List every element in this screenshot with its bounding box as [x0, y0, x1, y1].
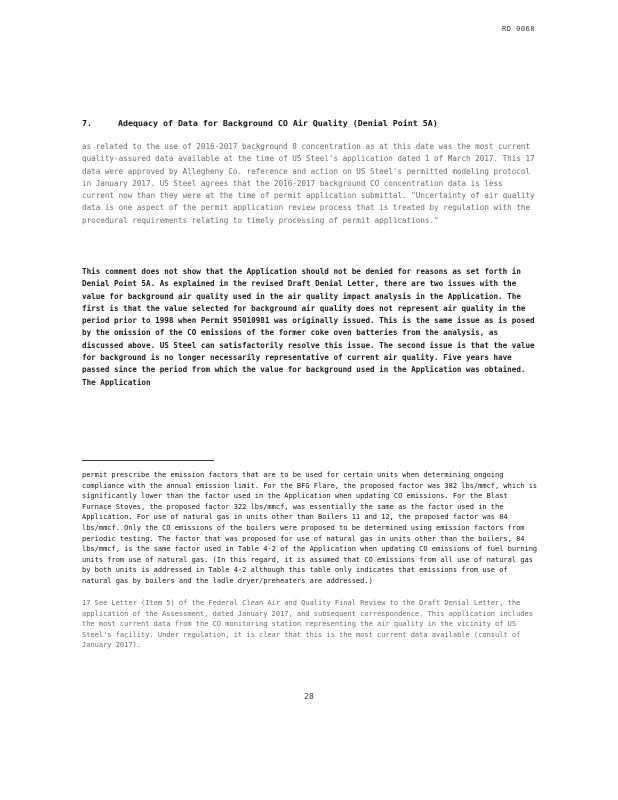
quoted-paragraph: as related to the use of 2016-2017 background 8 concentration as at this date was the most current quality-assured data available at the time of US Steel's application dated 1 of March 2017. This 17 data were approved by Allegheny Co. reference and action on US Steel's permitted modeling protocol in January 2017. US Steel agrees that the 2016-2017 background CO concentration data is less current now than they were at the time of permit application submittal. "Uncertainty of air quality data is one aspect of the permit application review process that is treated by regulation with the procedural requirements relating to timely processing of permit applications."	[82, 142, 535, 225]
body-paragraph: This comment does not show that the Application should not be denied for reasons as set forth in Denial Point 5A. As explained in the revised Draft Denial Letter, there are two issues with the value for background air quality used in the air quality impact analysis in the Application. The first is that the value selected for background air quality does not represent air quality in the period prior to 1998 when Permit 95010981 was originally issued. This is the same issue as is posed by the omission of the CO emissions of the former coke oven batteries from the analysis, as discussed above. US Steel can satisfactorily resolve this issue. The second issue is that the value for background is no longer necessarily representative of current air quality. Five years have passed since the period from which the value for background used in the Application was obtained. The Application	[82, 267, 535, 387]
section-number: 7.	[82, 118, 92, 128]
footnote-continued: permit prescribe the emission factors that are to be used for certain units when determining ongoing compliance with the annual emission limit. For the BFG Flare, the proposed factor was 382 lbs/mmcf, which is significantly lower than the factor used in the Application when updating CO emissions. For the Blast Furnace Stoves, the proposed factor 322 lbs/mmcf, was essentially the same as the factor used in the Application. For use of natural gas in units other than Boilers 11 and 12, the proposed factor was 84 lbs/mmcf. Only the CO emissions of the boilers were proposed to be determined using emission factors from periodic testing. The factor that was proposed for use of natural gas in units other than the boilers, 84 lbs/mmcf, is the same factor used in Table 4-2 of the Application when updating CO emissions of fuel burning units from use of natural gas. (In this regard, it is assumed that CO emissions from all use of natural gas by both units is addressed in Table 4-2 although this table only indicates that emissions from use of natural gas by boilers and the ladle dryer/preheaters are addressed.)	[82, 471, 538, 585]
footnote-separator	[82, 460, 214, 461]
section-heading	[82, 118, 552, 128]
document-code: RD 0068	[501, 25, 535, 33]
footnote-17: 17 See Letter (Item 5) of the Federal Clean Air and Quality Final Review to the Draft Denial Letter, the application of the Assessment, dated January 2017, and subsequent correspondence. This application includes the most current data from the CO monitoring station representing the air quality in the vicinity of US Steel's facility. Under regulation, it is clear that this is the most current data available (consult of January 2017).	[82, 599, 533, 650]
page-number: 28	[304, 692, 314, 701]
section-title: Adequacy of Data for Background CO Air Quality (Denial Point 5A)	[118, 118, 438, 128]
